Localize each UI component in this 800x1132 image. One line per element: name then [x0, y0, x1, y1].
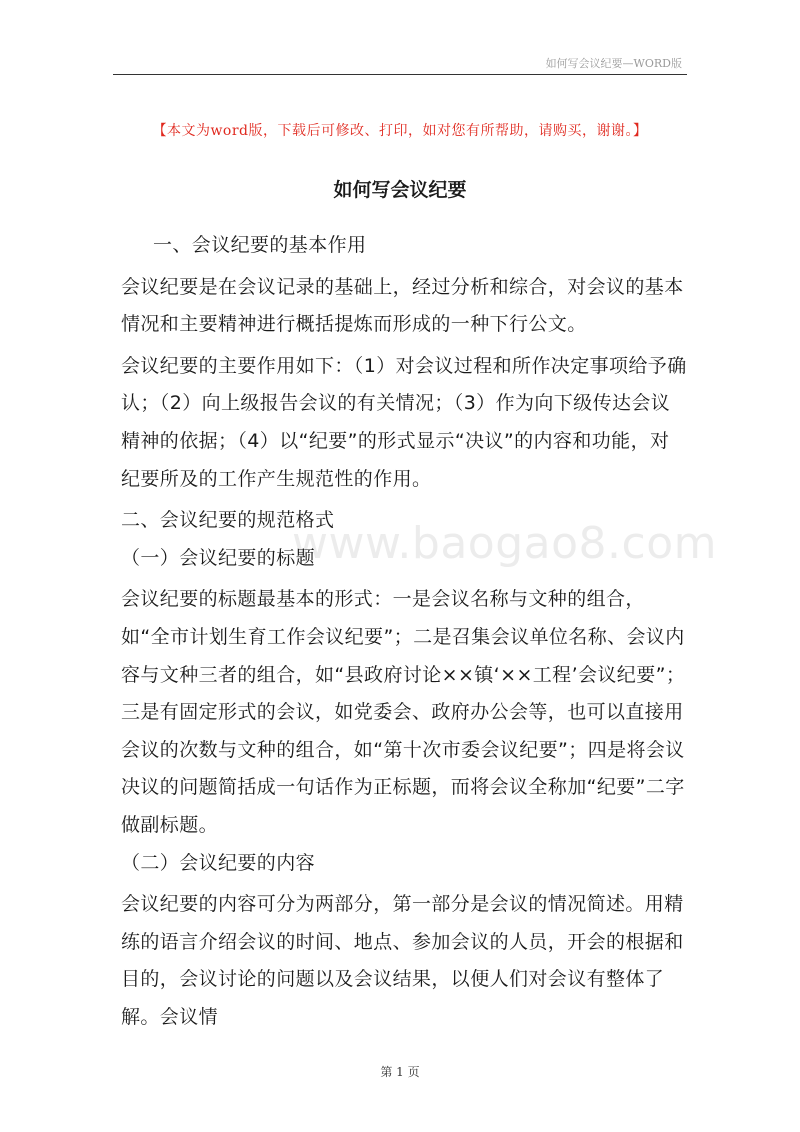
- document-title: 如何写会议纪要: [333, 179, 467, 201]
- download-notice: 【本文为word版，下载后可修改、打印，如对您有所帮助，请购买，谢谢。】: [152, 123, 648, 139]
- paragraph-3: 会议纪要的标题最基本的形式：一是会议名称与文种的组合，如“全市计划生育工作会议纪要”；二是召集会议单位名称、会议内容与文种三者的组合，如“县政府讨论××镇‘××工程’会议纪要”；三是有固定形式的会议，如党委会、政府办公会等，也可以直接用会议的次数与文种的组合，如“第十次市委会议纪要”；四是将会议决议的问题简括成一句话作为正标题，而将会议全称加“纪要”二字做副标题。: [121, 588, 686, 836]
- running-header: 如何写会议纪要—WORD版: [545, 57, 682, 70]
- subsection-heading-1: （一）会议纪要的标题: [121, 546, 316, 569]
- paragraph-1: 会议纪要是在会议记录的基础上，经过分析和综合，对会议的基本情况和主要精神进行概括提炼而形成的一种下行公文。: [121, 275, 684, 336]
- watermark: www.baogao8.com: [292, 518, 717, 569]
- section-heading-2: 二、会议纪要的规范格式: [121, 509, 335, 532]
- page-number: 第 1 页: [380, 1065, 420, 1079]
- subsection-heading-2: （二）会议纪要的内容: [121, 851, 316, 874]
- section-heading-1: 一、会议纪要的基本作用: [153, 234, 367, 256]
- paragraph-4: 会议纪要的内容可分为两部分，第一部分是会议的情况简述。用精练的语言介绍会议的时间、地点、参加会议的人员，开会的根据和目的，会议讨论的问题以及会议结果，以便人们对会议有整体了解。会议情: [121, 893, 684, 1028]
- document-body: [121, 227, 687, 1036]
- paragraph-2: 会议纪要的主要作用如下：（1）对会议过程和所作决定事项给予确认；（2）向上级报告会议的有关情况；（3）作为向下级传达会议精神的依据；（4）以“纪要”的形式显示“决议”的内容和功能，对纪要所及的工作产生规范性的作用。: [121, 354, 687, 490]
- header-divider: [113, 74, 687, 75]
